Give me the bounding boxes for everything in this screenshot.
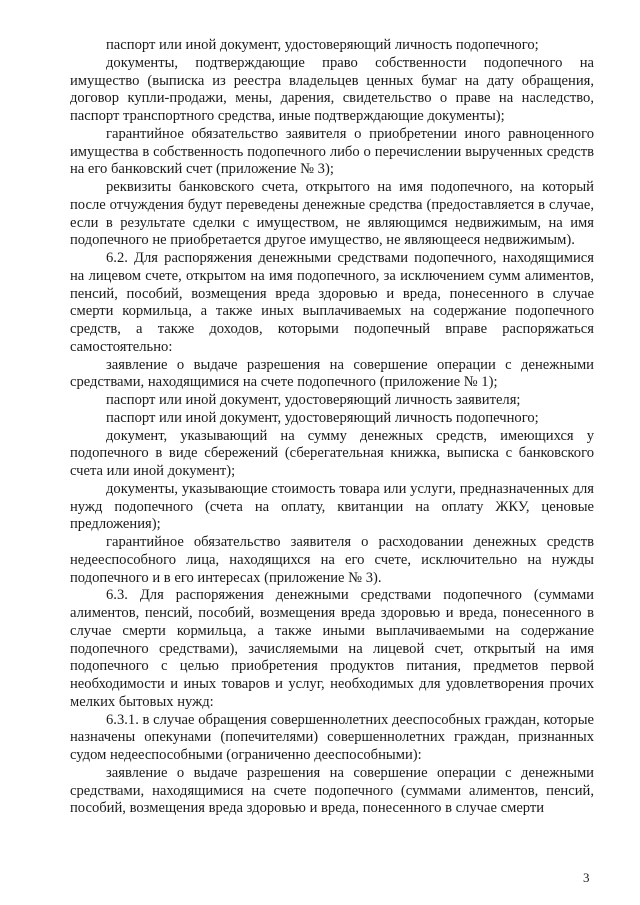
paragraph-application-permission-2: заявление о выдаче разрешения на совершение операции с денежными средствами, находящимися на счете подопечного (суммами алиментов, пенсий, пособий, возмещения вреда здоровью и вреда, понесенного в случае смерти — [70, 764, 594, 817]
paragraph-section-6-3: 6.3. Для распоряжения денежными средствами подопечного (суммами алиментов, пенсий, пособий, возмещения вреда здоровью и вреда, понесенного в случае смерти кормильца, а также иными выплачиваемыми на содержание подопечного средствами), зачисляемыми на лицевой счет, открытый на имя подопечного с целью приобретения продуктов питания, предметов первой необходимости и иных товаров и услуг, необходимых для удовлетворения прочих мелких бытовых нужд: — [70, 587, 594, 710]
paragraph-passport-applicant: паспорт или иной документ, удостоверяющий личность заявителя; — [106, 392, 521, 408]
paragraph-bank-account-details: реквизиты банковского счета, открытого на имя подопечного, на который после отчуждения будут переведены денежные средства (предоставляется в случае, если в результате сделки с имуществом, не являющимся недвижимым, на имя подопечного не приобретается другое имущество, не являющееся недвижимым). — [70, 179, 594, 249]
paragraph-passport-ward-2: паспорт или иной документ, удостоверяющий личность подопечного; — [106, 409, 539, 426]
paragraph-section-6-3-1: 6.3.1. в случае обращения совершеннолетних дееспособных граждан, которые назначены опекунами (попечителями) совершеннолетних граждан, признанных судом недееспособными (ограниченно дееспособными): — [70, 711, 594, 763]
page-number: 3 — [583, 870, 590, 885]
document-text — [70, 37, 594, 818]
paragraph-passport-ward: паспорт или иной документ, удостоверяющий личность подопечного; — [106, 37, 539, 53]
paragraph-cost-documents: документы, указывающие стоимость товара или услуги, предназначенных для нужд подопечного (счета на оплату, квитанции на оплату ЖКУ, ценовые предложения); — [70, 480, 594, 533]
paragraph-ownership-documents: документы, подтверждающие право собственности подопечного на имуществo (выписка из реестра владельцев ценных бумаг на дату обращения, договор купли-продажи, мены, дарения, свидетельство о праве на наследство, паспорт транспортного средства, иные подтверждающие документы); — [70, 54, 594, 124]
paragraph-section-6-2: 6.2. Для распоряжения денежными средствами подопечного, находящимися на лицевом счете, открытом на имя подопечного, за исключением сумм алиментов, пенсий, пособий, возмещения вреда здоровью и вреда, понесенного в случае смерти кормильца, а также иных выплачиваемых на содержание подопечного средств, а также доходов, которыми подопечный вправе распоряжаться самостоятельно: — [70, 250, 594, 355]
paragraph-guarantee-equivalent-property: гарантийное обязательство заявителя о приобретении иного равноценного имущества в собственность подопечного либо о перечислении вырученных средств на его банковский счет (приложение № 3); — [70, 125, 594, 178]
paragraph-savings-document: документ, указывающий на сумму денежных средств, имеющихся у подопечного в виде сбережений (сберегательная книжка, выписка с банковского счета или иной документ); — [70, 427, 594, 479]
paragraph-guarantee-spending: гарантийное обязательство заявителя о расходовании денежных средств недееспособного лица, находящихся на его счете, исключительно на нужды подопечного и в его интересах (приложение № 3). — [70, 534, 594, 586]
paragraph-application-permission: заявление о выдаче разрешения на совершение операции с денежными средствами, находящимися на счете подопечного (приложение № 1); — [70, 356, 594, 391]
